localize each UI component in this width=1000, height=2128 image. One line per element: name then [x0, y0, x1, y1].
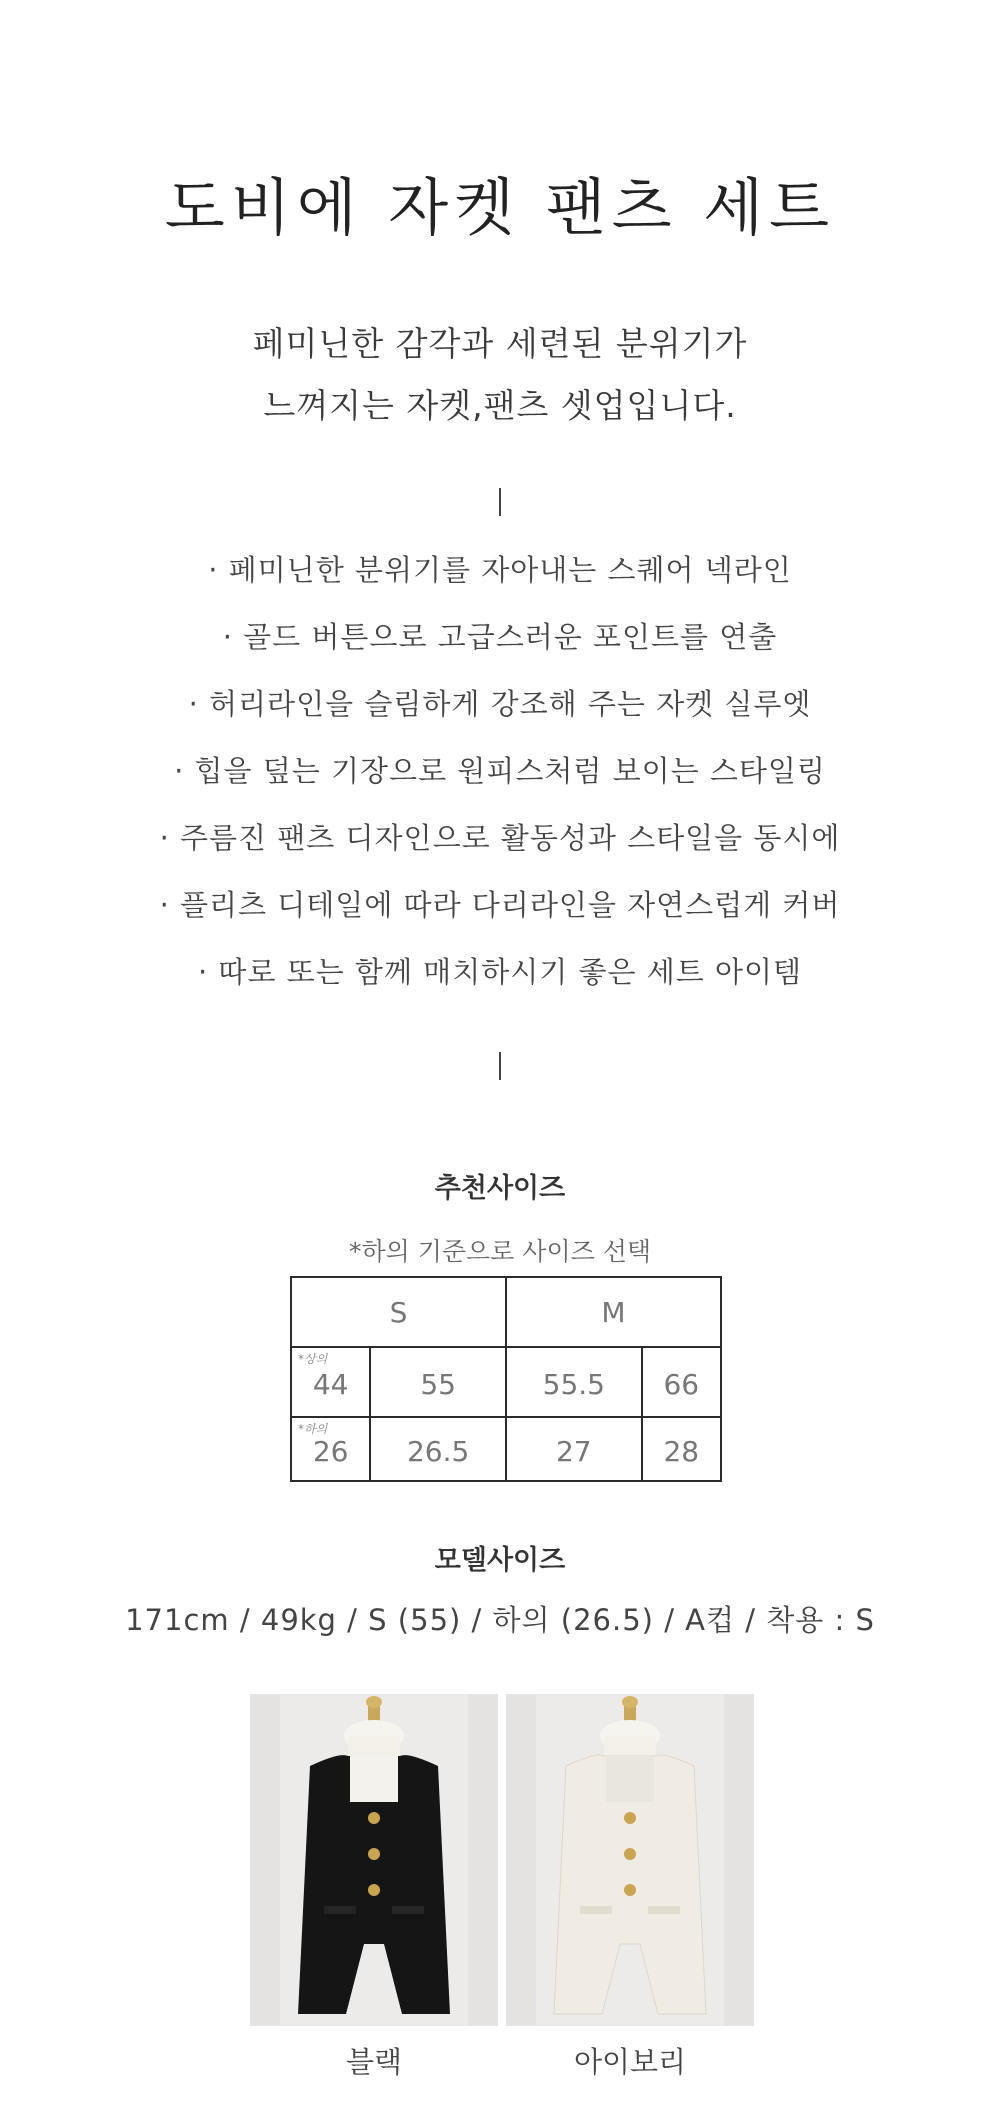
color-label-black: 블랙: [345, 2045, 403, 2079]
divider-top: [499, 488, 501, 516]
bottom-size-cell: [291, 1417, 370, 1481]
top-size-cell: 66: [642, 1347, 721, 1417]
recommended-size-title: 추천사이즈: [434, 1173, 566, 1204]
bottom-size-cell: 28: [642, 1417, 721, 1481]
intro-line-1: 페미닌한 감각과 세련된 분위기가: [252, 324, 748, 363]
black-jacket-photo: [250, 1694, 498, 2026]
intro-line-2: 느껴지는 자켓,팬츠 셋업입니다.: [263, 386, 737, 425]
feature-item: · 따로 또는 함께 매치하시기 좋은 세트 아이템: [198, 955, 802, 989]
black-jacket-image: [250, 1694, 498, 2026]
size-header-s: S: [291, 1277, 506, 1347]
top-size-cell: 55: [370, 1347, 506, 1417]
bottom-size-cell: 27: [506, 1417, 642, 1481]
top-size-cell: 55.5: [506, 1347, 642, 1417]
size-table: [290, 1276, 722, 1482]
divider-bottom: [499, 1052, 501, 1080]
model-size-title: 모델사이즈: [434, 1545, 566, 1576]
bottom-size-value: 26: [312, 1434, 349, 1468]
bottom-row-label: *하의: [298, 1422, 328, 1436]
feature-item: · 플리츠 디테일에 따라 다리라인을 자연스럽게 커버: [159, 888, 841, 922]
color-label-ivory: 아이보리: [573, 2045, 687, 2079]
feature-item: · 허리라인을 슬림하게 강조해 주는 자켓 실루엣: [188, 687, 812, 721]
ivory-jacket-image: [506, 1694, 754, 2026]
size-note: *하의 기준으로 사이즈 선택: [349, 1237, 651, 1266]
feature-item: · 주름진 팬츠 디자인으로 활동성과 스타일을 동시에: [159, 821, 841, 855]
feature-item: · 페미닌한 분위기를 자아내는 스퀘어 넥라인: [208, 553, 792, 587]
feature-item: · 힙을 덮는 기장으로 원피스처럼 보이는 스타일링: [174, 754, 826, 788]
size-header-m: M: [506, 1277, 721, 1347]
top-size-value: 44: [312, 1367, 349, 1401]
top-row-label: *상의: [298, 1352, 328, 1366]
ivory-jacket-photo: [506, 1694, 754, 2026]
product-title: 도비에 자켓 팬츠 세트: [164, 171, 836, 244]
model-size-info: 171cm / 49kg / S (55) / 하의 (26.5) / A컵 / 착용 : S: [125, 1603, 875, 1637]
top-size-cell: [291, 1347, 370, 1417]
bottom-size-cell: 26.5: [370, 1417, 506, 1481]
feature-item: · 골드 버튼으로 고급스러운 포인트를 연출: [222, 620, 778, 654]
